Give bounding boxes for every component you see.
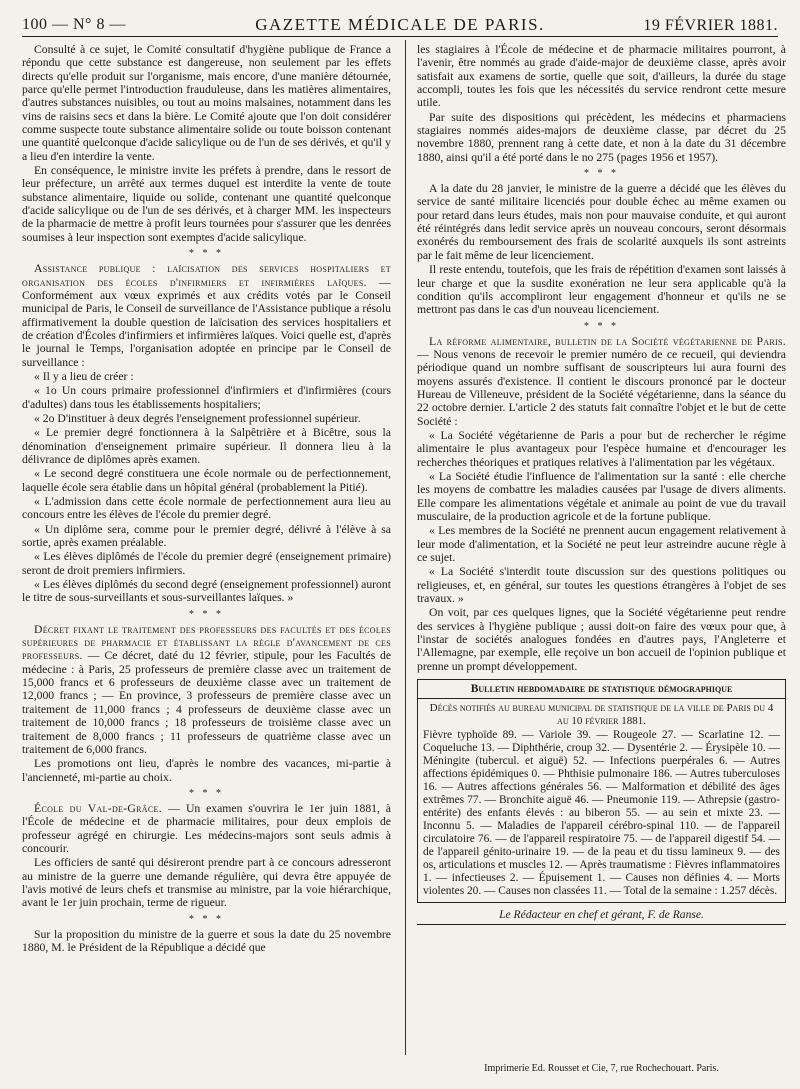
- article-paragraph: [417, 565, 786, 605]
- article-heading: École du Val-de-Grâce. —: [34, 801, 181, 815]
- article-paragraph: [417, 111, 786, 164]
- article-paragraph: [22, 426, 391, 466]
- paragraph-text: Nous venons de recevoir le premier numéro de ce recueil, qui deviendra périodique quand un nombre suffisant de souscripteurs lui aura fourni des moyens assurés d'existence. Il contient le discours prononcé par le docteur Hureau de Villeneuve, président de la Société végétarienne, dans la séance du 22 octobre dernier. L'article 2 des statuts fait connaître l'objet et le but de cette Société :: [417, 347, 786, 428]
- article-paragraph: [22, 523, 391, 550]
- printer-imprint: Imprimerie Ed. Rousset et Cie, 7, rue Rochechouart. Paris.: [484, 1063, 719, 1074]
- bulletin-body: Fièvre typhoïde 89. — Variole 39. — Rougeole 27. — Scarlatine 12. — Coqueluche 13. — Diphthérie, croup 32. — Dysentérie 2. — Érysipèle 10. — Méningite (tubercul. et aiguë) 52. — Infections puerpérales 6. — Autres affections épidémiques 0. — Phthisie pulmonaire 186. — Autres tuberculoses 16. — Autres affections générales 56. — Malformation et débilité des âges extrêmes 77. — Bronchite aiguë 46. — Pneumonie 119. — Athrepsie (gastro-entérite) des enfants élevés : au biberon 55. — au sein et mixte 23. — Inconnu 5. — Maladies de l'appareil cérébro-spinal 110. — de l'appareil circulatoire 76. — de l'appareil respiratoire 75. — de l'appareil digestif 54. — de l'appareil génito-urinaire 19. — de la peau et du tissu lamineux 9. — des os, articulations et muscles 12. — Après traumatisme : Fièvres inflammatoires 1. — infectieuses 2. — Épuisement 1. — Causes non définies 4. — Morts violentes 20. — Causes non classées 11. — Total de la semaine : 1.257 décès.: [423, 729, 780, 898]
- article-paragraph: [22, 495, 391, 522]
- paragraph-text: « Le second degré constituera une école normale ou de perfectionnement, laquelle école sera établie dans un hôpital général (probablement la Pitié).: [22, 467, 391, 494]
- article-paragraph: [22, 802, 391, 855]
- statistics-bulletin: [417, 679, 786, 903]
- section-separator: * * *: [584, 168, 619, 180]
- paragraph-text: On voit, par ces quelques lignes, que la Société végétarienne peut rendre des services à l'hygiène publique ; aussi doit-on faire des vœux pour que, à l'instar de sociétés analogues fondées en d'autres pays, l'Angleterre et l'Allemagne, par exemple, elle reçoive un bon accueil de l'opinion publique et prenne un prompt développement.: [417, 606, 786, 673]
- article-paragraph: [22, 262, 391, 369]
- paragraph-text: Sur la proposition du ministre de la guerre et sous la date du 25 novembre 1880, M. le Président de la République a décidé que: [22, 927, 391, 954]
- article-paragraph: [417, 182, 786, 262]
- right-column: [417, 43, 786, 1048]
- paragraph-text: A la date du 28 janvier, le ministre de la guerre a décidé que les élèves du service de santé militaire licenciés pour double échec au même examen ou pour retard dans leurs études, mais non pour mauvaise conduite, et qui auront été réintégrés dans ledit service après un nouveau concours, seront désormais exonérés du remboursement des frais de scolarité auxquels ils sont astreints par le fait même de leur licenciement.: [417, 182, 786, 262]
- journal-title: GAZETTE MÉDICALE DE PARIS.: [255, 15, 545, 34]
- section-separator: * * *: [189, 787, 224, 799]
- article-heading: Décret fixant le traitement des professeurs des facultés et des écoles supérieures de pharmacie et établissant la règle d'avancement de ces professeurs. —: [22, 622, 391, 663]
- section-separator: * * *: [189, 913, 224, 925]
- paragraph-text: Ce décret, daté du 12 février, stipule, pour les Facultés de médecine : à Paris, 25 professeurs de première classe avec un traitement de 15,000 francs et 6 professeurs de deuxième classe avec un traitement de 12,000 francs ; — En province, 3 professeurs de première classe avec un traitement de 11,000 francs ; 4 professeurs de deuxième classe avec un traitement de 10,000 francs ; 18 professeurs de troisième classe avec un traitement de 8,000 francs ; 11 professeurs de quatrième classe avec un traitement de 6,000 francs.: [22, 649, 391, 756]
- paragraph-text: « Le premier degré fonctionnera à la Salpêtrière et à Bicêtre, sous la dénomination d'enseignement primaire supérieur. Il donnera lieu à la délivrance de diplômes après examen.: [22, 426, 391, 466]
- article-paragraph: [22, 856, 391, 909]
- bulletin-subtitle: Décès notifiés au bureau municipal de statistique de la ville de Paris du 4 au 10 février 1881.: [429, 702, 774, 727]
- issue-date: 19 FÉVRIER 1881.: [643, 17, 778, 34]
- article-paragraph: [22, 384, 391, 411]
- article-paragraph: [417, 429, 786, 469]
- section-separator: * * *: [584, 320, 619, 332]
- section-separator: * * *: [189, 248, 224, 260]
- article-paragraph: [22, 578, 391, 605]
- article-paragraph: [417, 263, 786, 316]
- article-paragraph: [22, 757, 391, 784]
- paragraph-text: « Un diplôme sera, comme pour le premier degré, délivré à l'élève à sa sortie, après examen préalable.: [22, 522, 391, 550]
- paragraph-text: « La Société s'interdit toute discussion sur des questions politiques ou religieuses, et, en général, sur toutes les questions étrangères à l'objet de ses travaux. »: [417, 565, 786, 606]
- article-paragraph: [22, 623, 391, 756]
- paragraph-text: Les officiers de santé qui désireront prendre part à ce concours adresseront au ministre de la guerre une demande régulière, qui devra être appuyée de l'avis motivé de leurs chefs et transmise au ministre, par la voie hiérarchique, avant le 1er juin prochain, terme de rigueur.: [22, 856, 391, 910]
- paragraph-text: « 2o D'instituer à deux degrés l'enseignement professionnel supérieur.: [34, 411, 361, 425]
- paragraph-text: « Il y a lieu de créer :: [34, 369, 134, 383]
- paragraph-text: Consulté à ce sujet, le Comité consultatif d'hygiène publique de France a répondu que cette substance est dangereuse, non seulement par les effets directs qu'elle produit sur l'organisme, mais encore, d'une manière détournée, parce qu'elle permet l'introduction frauduleuse, dans les matières alimentaires, d'autres substances nuisibles, ou tout au moins malsaines, notamment dans les vins de raisins secs et dans la bière. Le Comité ajoute que l'on doit considérer comme suspecte toute substance alimentaire solide ou toute boisson contenant une quantité quelconque d'acide salicylique ou de l'un de ses dérivés, et qu'il y a lieu d'en interdire la vente.: [22, 43, 391, 163]
- article-paragraph: [22, 43, 391, 163]
- paragraph-text: « La Société étudie l'influence de l'alimentation sur la santé : elle cherche les moyens de combattre les maladies causées par l'usage de divers aliments. Elle compare les alimentations végétale et animale au point de vue du travail musculaire, de la production agricole et de la fortune publique.: [417, 469, 786, 523]
- bulletin-title: Bulletin hebdomadaire de statistique démographique: [418, 683, 785, 699]
- article-paragraph: [417, 335, 786, 428]
- paragraph-text: « Les membres de la Société ne prennent aucun engagement relativement à leur mode d'alimentation, et la Société ne peut leur astreindre aucune règle à ce sujet.: [417, 524, 786, 565]
- article-paragraph: [22, 412, 391, 425]
- article-paragraph: [22, 164, 391, 244]
- paragraph-text: « L'admission dans cette école normale de perfectionnement aura lieu au concours entre les élèves de l'école du premier degré.: [22, 495, 391, 522]
- paragraph-text: Les promotions ont lieu, d'après le nombre des vacances, mi-partie à l'ancienneté, mi-partie au choix.: [22, 757, 391, 784]
- article-paragraph: [22, 550, 391, 577]
- article-paragraph: [417, 470, 786, 523]
- article-paragraph: [22, 370, 391, 383]
- article-paragraph: [417, 524, 786, 564]
- editor-signature: Le Rédacteur en chef et gérant, F. de Ranse.: [417, 903, 786, 925]
- section-separator: * * *: [189, 608, 224, 620]
- article-paragraph: [22, 467, 391, 494]
- paragraph-text: Par suite des dispositions qui précèdent, les médecins et pharmaciens stagiaires nommés aides-majors de deuxième classe, par décret du 25 novembre 1880, prennent rang à cette date, et non à la date du 31 décembre 1880, ainsi qu'il a été porté dans le no 275 (pages 1956 et 1957).: [417, 110, 786, 164]
- paragraph-text: les stagiaires à l'École de médecine et de pharmacie militaires pourront, à l'avenir, être nommés au grade d'aide-major de deuxième classe, après avoir satisfait aux examens de sortie, quelle que soit, d'ailleurs, la durée du stage accompli, toutes les fois que les nécessités du service rendront cette mesure utile.: [417, 43, 786, 110]
- page-header: [22, 14, 778, 37]
- article-paragraph: [417, 606, 786, 673]
- right-column-articles: [417, 43, 786, 673]
- left-column: [22, 43, 391, 1048]
- article-paragraph: [417, 43, 786, 110]
- paragraph-text: « Les élèves diplômés du second degré (enseignement professionnel) auront le titre de sous-surveillants et sous-surveillantes laïques. »: [22, 578, 391, 605]
- paragraph-text: Un examen s'ouvrira le 1er juin 1881, à l'École de médecine et de pharmacie militaires, pour deux emplois de professeur agrégé en chirurgie. Les médecins-majors sont seuls admis à concourir.: [22, 801, 391, 855]
- paragraph-text: En conséquence, le ministre invite les préfets à prendre, dans le ressort de leur préfecture, un arrêté aux termes duquel est interdite la vente de toute substance alimentaire, liquide ou solide, contenant une quantité quelconque d'acide salicylique ou de l'un de ses dérivés, et à charger MM. les inspecteurs de la pharmacie de mettre à profit leurs tournées pour s'assurer que les denrées soumises à leur inspection sont exemptes d'acide salicylique.: [22, 164, 391, 244]
- paragraph-text: Conformément aux vœux exprimés et aux crédits votés par le Conseil municipal de Paris, le Conseil de surveillance de l'Assistance publique a résolu affirmativement la double question de laïcisation des services hospitaliers et de création d'Écoles d'infirmiers et infirmières laïques. Voici quelle est, d'après le journal le Temps, l'organisation adoptée en principe par le Conseil de surveillance :: [22, 288, 391, 369]
- paragraph-text: Il reste entendu, toutefois, que les frais de répétition d'examen sont laissés à leur charge et que la susdite exonération ne leur sera applicable qu'à la condition qu'ils accompliront leur engagement d'honneur et qu'ils ne se mettront pas dans le cas d'un nouveau licenciement.: [417, 263, 786, 317]
- paragraph-text: « 1o Un cours primaire professionnel d'infirmiers et d'infirmières (cours d'adultes) dans tous les établissements hospitaliers;: [22, 384, 391, 411]
- paragraph-text: « Les élèves diplômés de l'école du premier degré (enseignement primaire) seront de droit premiers infirmiers.: [22, 550, 391, 577]
- paragraph-text: « La Société végétarienne de Paris a pour but de rechercher le régime alimentaire le plus avantageux pour l'espèce humaine et d'encourager les recherches théoriques et pratiques relatives à l'alimentation par les végétaux.: [417, 428, 786, 469]
- article-heading: Assistance publique : laïcisation des services hospitaliers et organisation des écoles d'infirmiers et infirmières laïques. —: [22, 262, 391, 289]
- article-heading: La réforme alimentaire, bulletin de la Société végétarienne de Paris. —: [417, 334, 786, 361]
- article-paragraph: [22, 928, 391, 955]
- page-number: 100 — N° 8 —: [22, 16, 126, 33]
- column-divider: [405, 40, 406, 1055]
